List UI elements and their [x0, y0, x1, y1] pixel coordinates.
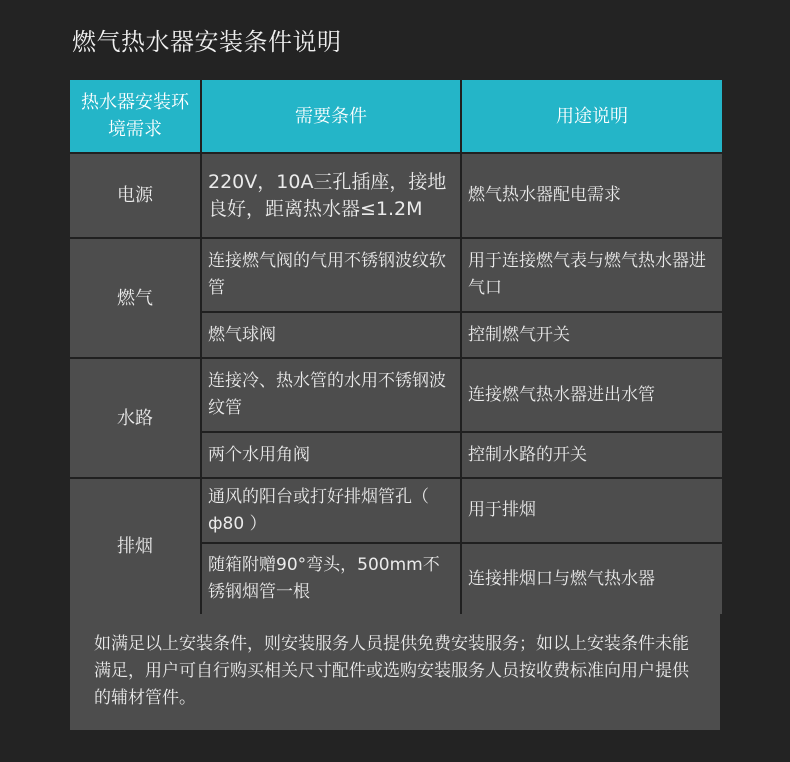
installation-note: 如满足以上安装条件，则安装服务人员提供免费安装服务；如以上安装条件未能满足，用户可自行购买相关尺寸配件或选购安装服务人员按收费标准向用户提供的辅材管件。: [70, 614, 720, 730]
water-purpose-2: 控制水路的开关: [462, 433, 722, 477]
category-power: 电源: [70, 154, 200, 237]
gas-condition-1: 连接燃气阀的气用不锈钢波纹软管: [202, 239, 460, 311]
exhaust-condition-2: 随箱附赠90°弯头，500mm不锈钢烟管一根: [202, 544, 460, 614]
water-purpose-1: 连接燃气热水器进出水管: [462, 359, 722, 431]
installation-conditions-table: [70, 80, 720, 614]
category-gas: 燃气: [70, 239, 200, 357]
gas-purpose-1: 用于连接燃气表与燃气热水器进气口: [462, 239, 722, 311]
page-title: 燃气热水器安装条件说明: [72, 28, 342, 56]
exhaust-purpose-2: 连接排烟口与燃气热水器: [462, 544, 722, 614]
exhaust-condition-1: 通风的阳台或打好排烟管孔（ ф80 ）: [202, 479, 460, 542]
header-environment: 热水器安装环境需求: [70, 80, 200, 152]
category-water: 水路: [70, 359, 200, 477]
water-condition-2: 两个水用角阀: [202, 433, 460, 477]
header-condition: 需要条件: [202, 80, 460, 152]
exhaust-purpose-1: 用于排烟: [462, 479, 722, 542]
gas-condition-2: 燃气球阀: [202, 313, 460, 357]
gas-purpose-2: 控制燃气开关: [462, 313, 722, 357]
power-purpose: 燃气热水器配电需求: [462, 154, 722, 237]
water-condition-1: 连接冷、热水管的水用不锈钢波纹管: [202, 359, 460, 431]
header-purpose: 用途说明: [462, 80, 722, 152]
category-exhaust: 排烟: [70, 479, 200, 614]
power-condition: 220V，10A三孔插座，接地良好，距离热水器≤1.2M: [202, 154, 460, 237]
